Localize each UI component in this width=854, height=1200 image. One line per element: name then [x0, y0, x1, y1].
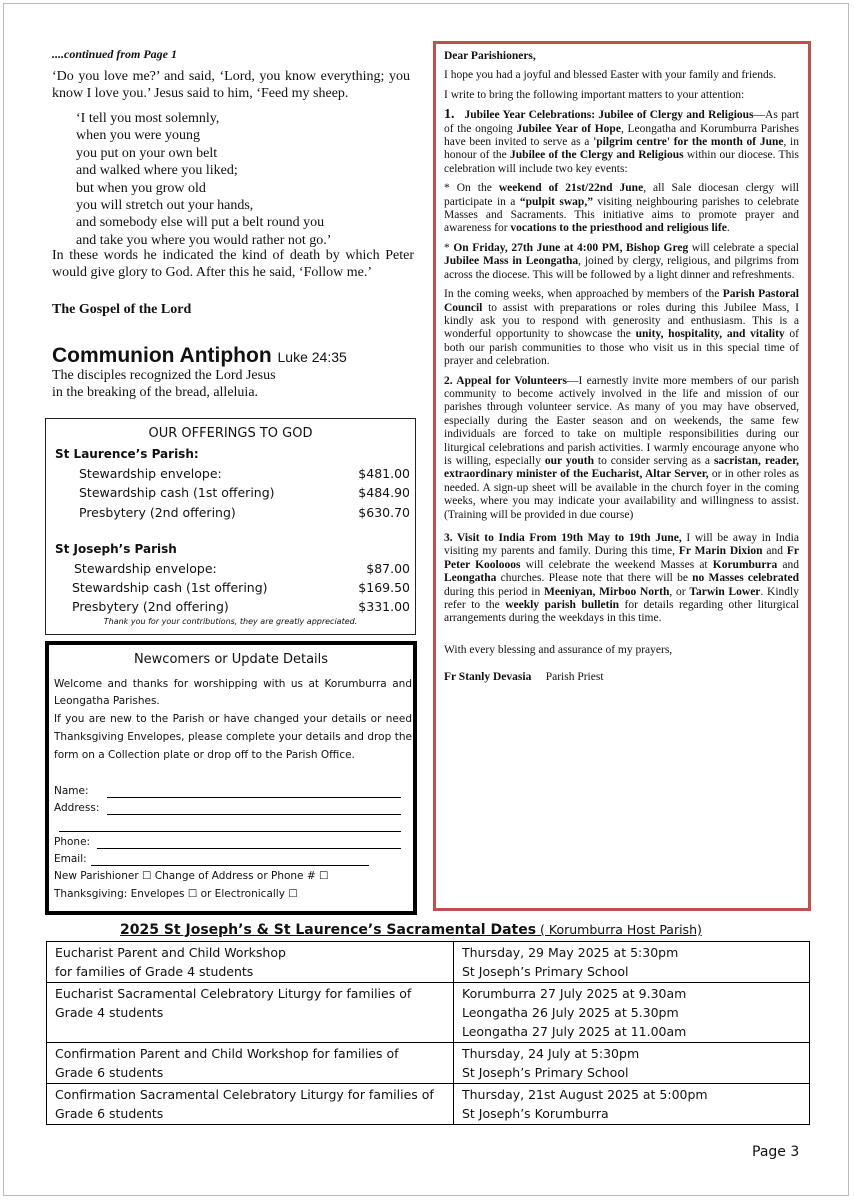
offering-amount: $630.70: [358, 505, 410, 520]
letter-blessing: With every blessing and assurance of my prayers,: [444, 643, 673, 656]
poem-line: and walked where you liked;: [76, 163, 238, 179]
address-field-line-2[interactable]: [59, 831, 401, 832]
communion-line: The disciples recognized the Lord Jesus: [52, 368, 276, 383]
letter-intro-2: I write to bring the following important matters to your attention:: [444, 88, 745, 101]
address-field-line[interactable]: [107, 814, 401, 815]
poem-line: and somebody else will put a belt round you: [76, 215, 325, 231]
table-row: [47, 1043, 810, 1084]
letter-item-3: 3. Visit to India From 19th May to 19th June, I will be away in India visiting my parents and family. During this time, Fr Marin Dixion and Fr Peter Koolooos will celebrate the weekend Masses at Korumburra and Leongatha churches. Please note that there will be no Masses celebrated during this period in Meeniyan, Mirboo North, or Tarwin Lower. Kindly refer to the weekly parish bulletin for details regarding other liturgical arrangements during the weekdays in this time.: [444, 532, 800, 625]
offering-label: Stewardship envelope:: [79, 466, 222, 481]
poem-line: ‘I tell you most solemnly,: [76, 111, 220, 126]
phone-field-label: Phone:: [54, 836, 91, 848]
poem-line: but when you grow old: [76, 180, 206, 196]
table-row: [47, 983, 810, 1043]
email-field-label: Email:: [54, 853, 87, 865]
communion-antiphon-text: [52, 367, 276, 401]
communion-antiphon-title: [52, 344, 347, 368]
offerings-parish-name: St Joseph’s Parish: [55, 542, 177, 556]
sacrament-date: Korumburra 27 July 2025 at 9.30am Leongatha 26 July 2025 at 5.30pm Leongatha 27 July 2025 at 11.00am: [454, 983, 810, 1043]
communion-line: in the breaking of the bread, alleluia.: [52, 385, 259, 400]
offering-label: Stewardship envelope:: [74, 561, 217, 576]
sacrament-event: Confirmation Parent and Child Workshop for families of Grade 6 students: [47, 1043, 454, 1084]
communion-reference: Luke 24:35: [277, 349, 347, 365]
newcomers-form-box: [45, 641, 417, 915]
offering-label: Presbytery (2nd offering): [72, 599, 229, 614]
name-field-label: Name:: [54, 785, 89, 797]
phone-field-line[interactable]: [97, 848, 401, 849]
letter-event-2: * On Friday, 27th June at 4:00 PM, Bishop Greg will celebrate a special Jubilee Mass in Leongatha, joined by clergy, religious, and pilgrims from across the diocese. This will be followed by a light dinner and refreshments.: [444, 241, 799, 281]
offerings-box: [45, 418, 416, 635]
address-field-label: Address:: [54, 802, 100, 814]
poem-line: and take you where you would rather not go.’: [76, 232, 332, 248]
gospel-closing: The Gospel of the Lord: [52, 302, 192, 317]
offering-amount: $484.90: [358, 485, 410, 500]
email-field-line[interactable]: [91, 865, 369, 866]
offerings-parish-name: St Laurence’s Parish:: [55, 447, 199, 461]
newcomers-title: Newcomers or Update Details: [133, 652, 329, 667]
poem-line: when you were young: [76, 128, 201, 144]
letter-item-1: 1. Jubilee Year Celebrations: Jubilee of Clergy and Religious—As part of the ongoing Jubilee Year of Hope, Leongatha and Korumburra Parishes have been invited to serve as a 'pilgrim centre' for the month of June, in honour of the Jubilee of the Clergy and Religious within our diocese. This celebration will include two key events:: [444, 107, 800, 175]
sacramental-dates-title: 2025 St Joseph’s & St Laurence’s Sacramental Dates ( Korumburra Host Parish): [120, 922, 702, 938]
offering-amount: $481.00: [358, 466, 410, 481]
sacrament-date: Thursday, 21st August 2025 at 5:00pm St Joseph’s Korumburra: [454, 1084, 810, 1125]
gospel-poem: [76, 110, 331, 249]
sacrament-date: Thursday, 24 July at 5:30pm St Joseph’s Primary School: [454, 1043, 810, 1084]
page-number: Page 3: [752, 1144, 800, 1160]
offerings-thanks: Thank you for your contributions, they are greatly appreciated.: [103, 617, 358, 626]
letter-coming-weeks: In the coming weeks, when approached by members of the Parish Pastoral Council to assist with preparations or roles during this Jubilee Mass, I kindly ask you to respond with generosity and enthusiasm. This is a wonderful opportunity to showcase the unity, hospitality, and vitality of both our parish communities to those who visit us in this special time of prayer and celebration.: [444, 288, 799, 368]
offering-amount: $331.00: [358, 599, 410, 614]
continued-note: ....continued from Page 1: [52, 47, 177, 61]
offering-amount: $169.50: [358, 580, 410, 595]
name-field-line[interactable]: [107, 797, 401, 798]
newcomers-welcome: Welcome and thanks for worshipping with us at Korumburra and Leongatha Parishes.: [54, 678, 412, 707]
offerings-title: OUR OFFERINGS TO GOD: [148, 426, 313, 441]
offering-label: Presbytery (2nd offering): [79, 505, 236, 520]
table-row: [47, 1084, 810, 1125]
letter-signature: Fr Stanly Devasia Parish Priest: [444, 671, 604, 684]
offering-label: Stewardship cash (1st offering): [79, 485, 275, 500]
sacramental-dates-table: [46, 941, 810, 1125]
letter-greeting: Dear Parishioners,: [444, 50, 536, 62]
sacrament-event: Eucharist Sacramental Celebratory Liturgy for families of Grade 4 students: [47, 983, 454, 1043]
parish-priest-letter: [433, 41, 811, 911]
thanksgiving-options[interactable]: Thanksgiving: Envelopes ☐ or Electronically ☐: [54, 888, 298, 900]
sacrament-date: Thursday, 29 May 2025 at 5:30pm St Joseph’s Primary School: [454, 942, 810, 983]
gospel-paragraph-2: In these words he indicated the kind of death by which Peter would give glory to God. After this he said, ‘Follow me.’: [52, 248, 414, 280]
sacrament-event: Eucharist Parent and Child Workshop for families of Grade 4 students: [47, 942, 454, 983]
letter-intro-1: I hope you had a joyful and blessed Easter with your family and friends.: [444, 69, 777, 82]
communion-title-text: Communion Antiphon: [52, 344, 272, 367]
letter-item-2: 2. Appeal for Volunteers—I earnestly invite more members of our parish community to become actively involved in the life and mission of our parishes through volunteer service. As many of you may have observed, especially during the Easter season and on weekends, the same few individuals are forced to take on multiple responsibilities during our liturgical celebrations and parish activities. I warmly encourage anyone who is willing, especially our youth to consider serving as a sacristan, reader, extraordinary minister of the Eucharist, Altar Server, or in other roles as needed. A sign-up sheet will be available in the church foyer in the coming weeks, where you may indicate your availability and willingness to assist. (Training will be provided in due course): [444, 374, 800, 521]
newcomers-instructions: If you are new to the Parish or have changed your details or need Thanksgiving Envelopes, please complete your details and drop the form on a Collection plate or drop off to the Parish Office.: [54, 713, 412, 761]
poem-line: you put on your own belt: [76, 145, 218, 161]
gospel-paragraph-1: ‘Do you love me?’ and said, ‘Lord, you know everything; you know I love you.’ Jesus said to him, ‘Feed my sheep.: [52, 69, 410, 101]
sacrament-event: Confirmation Sacramental Celebratory Liturgy for families of Grade 6 students: [47, 1084, 454, 1125]
parishioner-options[interactable]: New Parishioner ☐ Change of Address or Phone # ☐: [54, 870, 329, 882]
letter-event-1: * On the weekend of 21st/22nd June, all Sale diocesan clergy will participate in a “pulpit swap,” visiting neighbouring parishes to celebrate Masses and Sacraments. This initiative aims to promote prayer and awareness for vocations to the priesthood and religious life.: [444, 182, 799, 235]
poem-line: you will stretch out your hands,: [76, 198, 254, 214]
table-row: [47, 942, 810, 983]
offering-label: Stewardship cash (1st offering): [72, 580, 268, 595]
offering-amount: $87.00: [366, 561, 410, 576]
